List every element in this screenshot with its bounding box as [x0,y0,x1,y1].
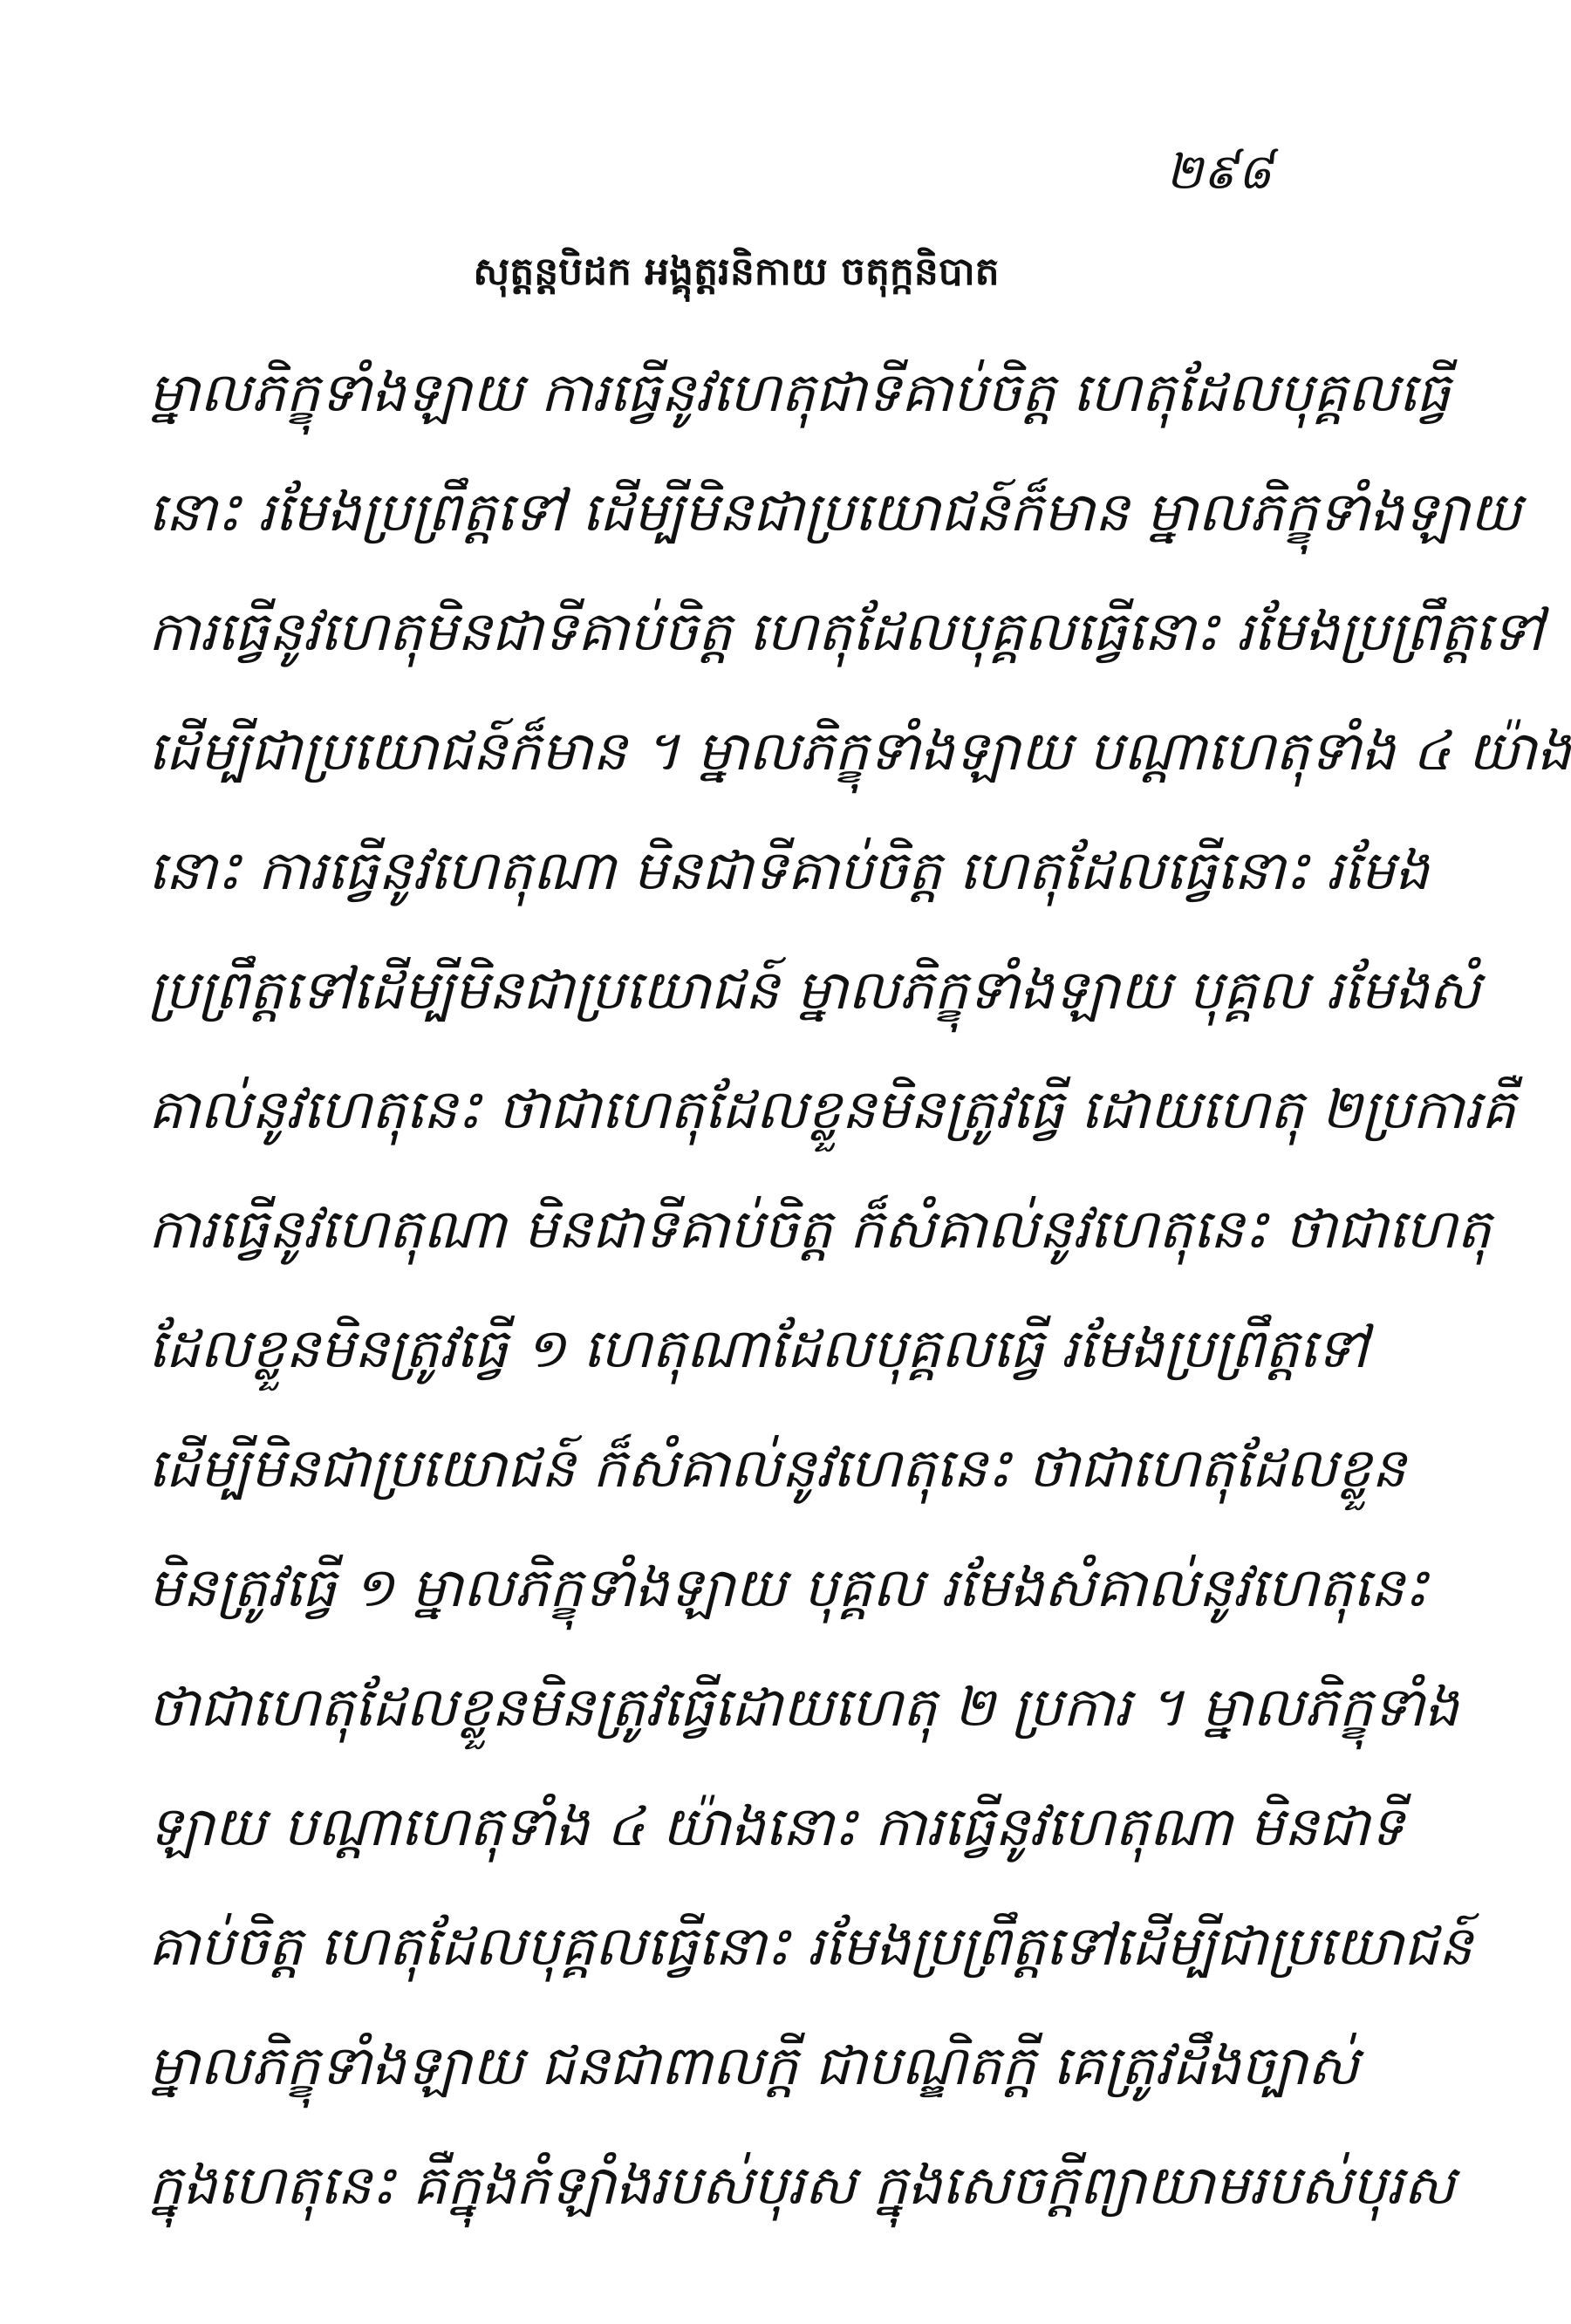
text-line: ប្រព្រឹត្តទៅដើម្បីមិនជាប្រយោជន៍ ម្នាលភិក្ខុទាំងឡាយ បុគ្គល រមែងសំ [148,958,1481,1022]
text-line: គាប់ចិត្ត ហេតុដែលបុគ្គលធ្វើនោះ រមែងប្រព្រឹត្តទៅដើម្បីជាប្រយោជន៍ [148,1914,1472,1978]
text-line: ឡាយ បណ្តាហេតុទាំង ៤ យ៉ាងនោះ ការធ្វើនូវហេតុណា មិនជាទី [148,1794,1404,1858]
text-line: ថាជាហេតុដែលខ្លួនមិនត្រូវធ្វើដោយហេតុ ២ ប្រការ ។ ម្នាលភិក្ខុទាំង [148,1675,1459,1739]
text-line: ដើម្បីជាប្រយោជន៍ក៏មាន ។ ម្នាលភិក្ខុទាំងឡាយ បណ្តាហេតុទាំង ៤ យ៉ាង [148,719,1571,783]
text-line: ការធ្វើនូវហេតុមិនជាទីគាប់ចិត្ត ហេតុដែលបុគ្គលធ្វើនោះ រមែងប្រព្រឹត្តទៅ [148,599,1544,663]
text-line: នោះ ការធ្វើនូវហេតុណា មិនជាទីគាប់ចិត្ត ហេតុដែលធ្វើនោះ រមែង [148,838,1430,902]
text-line: ការធ្វើនូវហេតុណា មិនជាទីគាប់ចិត្ត ក៏សំគាល់នូវហេតុនេះ ថាជាហេតុ [148,1197,1492,1261]
text-line: ដើម្បីមិនជាប្រយោជន៍ ក៏សំគាល់នូវហេតុនេះ ថាជាហេតុដែលខ្លួន [148,1436,1406,1500]
body-text [148,349,1571,2261]
text-line: នោះ រមែងប្រព្រឹត្តទៅ ដើម្បីមិនជាប្រយោជន៍ក៏មាន ម្នាលភិក្ខុទាំងឡាយ [148,480,1522,543]
text-line: ក្នុងហេតុនេះ គឺក្នុងកំឡាំងរបស់បុរស ក្នុងសេចក្តីព្យាយាមរបស់បុរស [148,2153,1455,2217]
text-line: គាល់នូវហេតុនេះ ថាជាហេតុដែលខ្លួនមិនត្រូវធ្វើ ដោយហេតុ ២ប្រការគឺ [148,1077,1516,1141]
text-line: ម្នាលភិក្ខុទាំងឡាយ ជនជាពាលក្តី ជាបណ្ឌិតក្តី គេត្រូវដឹងច្បាស់ [148,2034,1359,2097]
running-header: សុត្តន្តបិដក អង្គុត្តរនិកាយ ចតុក្កនិបាត [473,249,1000,294]
text-line: ដែលខ្លួនមិនត្រូវធ្វើ ១ ហេតុណាដែលបុគ្គលធ្វើ រមែងប្រព្រឹត្តទៅ [148,1316,1369,1380]
text-line: ម្នាលភិក្ខុទាំងឡាយ ការធ្វើនូវហេតុជាទីគាប់ចិត្ត ហេតុដែលបុគ្គលធ្វើ [148,360,1451,424]
page-number: ២៩៨ [1165,144,1272,201]
text-line: មិនត្រូវធ្វើ ១ ម្នាលភិក្ខុទាំងឡាយ បុគ្គល រមែងសំគាល់នូវហេតុនេះ [148,1555,1429,1619]
